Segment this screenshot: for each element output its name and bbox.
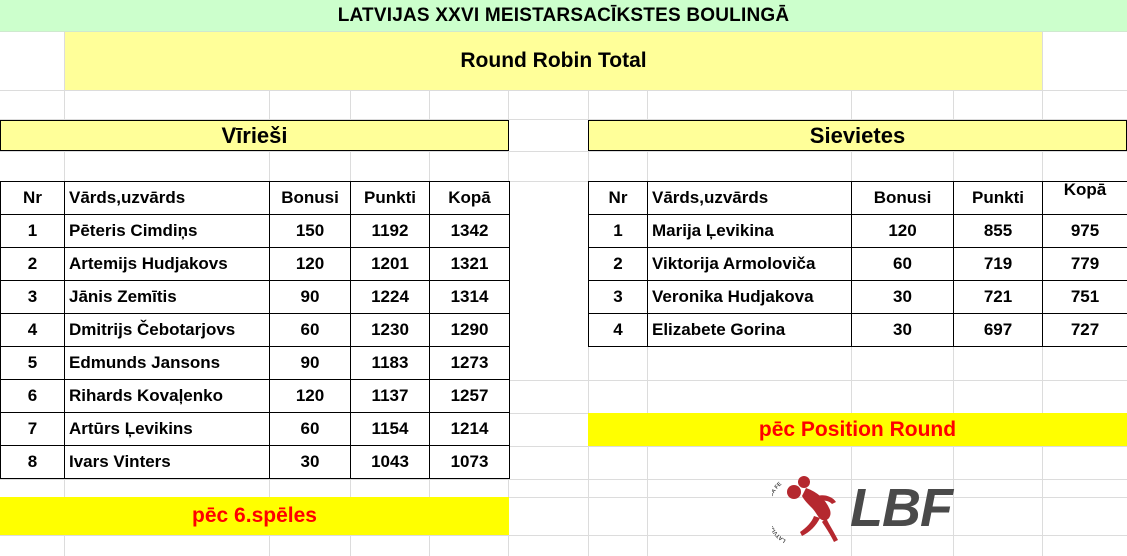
cell-name: Elizabete Gorina [648,314,852,347]
page-title: LATVIJAS XXVI MEISTARSACĪKSTES BOULINGĀ [0,0,1127,32]
cell-bonus: 60 [852,248,954,281]
cell-total: 1314 [430,281,510,314]
women-heading: Sievietes [588,120,1127,151]
cell-nr: 2 [1,248,65,281]
cell-points: 1183 [351,347,430,380]
cell-bonus: 90 [270,347,351,380]
cell-name: Ivars Vinters [65,446,270,479]
cell-total: 975 [1043,215,1127,248]
cell-total: 1257 [430,380,510,413]
cell-total: 779 [1043,248,1127,281]
cell-nr: 2 [589,248,648,281]
cell-total: 1321 [430,248,510,281]
cell-name: Pēteris Cimdiņs [65,215,270,248]
cell-name: Veronika Hudjakova [648,281,852,314]
cell-nr: 3 [1,281,65,314]
table-header-row [589,182,1127,215]
men-heading: Vīrieši [0,120,509,151]
women-note: pēc Position Round [588,413,1127,446]
cell-name: Rihards Kovaļenko [65,380,270,413]
cell-total: 751 [1043,281,1127,314]
col-header-nr: Nr [1,182,65,215]
cell-nr: 5 [1,347,65,380]
cell-name: Artūrs Ļevikins [65,413,270,446]
table-row [589,314,1127,347]
bowler-icon [772,470,852,546]
cell-name: Jānis Zemītis [65,281,270,314]
cell-name: Marija Ļevikina [648,215,852,248]
cell-name: Viktorija Armolovičа [648,248,852,281]
col-header-total: Kopā [430,182,510,215]
page-subtitle: Round Robin Total [65,32,1042,90]
table-row [589,248,1127,281]
cell-total: 1342 [430,215,510,248]
cell-points: 1154 [351,413,430,446]
table-row [589,281,1127,314]
cell-name: Edmunds Jansons [65,347,270,380]
logo-arc-text: LATVI FE [772,481,788,544]
cell-total: 1290 [430,314,510,347]
men-note: pēc 6.spēles [0,497,509,535]
cell-nr: 4 [589,314,648,347]
table-row [1,281,510,314]
cell-bonus: 30 [270,446,351,479]
col-header-bonus: Bonusi [270,182,351,215]
col-header-name: Vārds,uzvārds [65,182,270,215]
cell-nr: 3 [589,281,648,314]
col-header-points: Punkti [351,182,430,215]
cell-bonus: 30 [852,314,954,347]
cell-bonus: 30 [852,281,954,314]
table-row [1,380,510,413]
cell-points: 1230 [351,314,430,347]
table-row [1,413,510,446]
cell-bonus: 90 [270,281,351,314]
cell-nr: 1 [1,215,65,248]
cell-name: Dmitrijs Čebotarjovs [65,314,270,347]
cell-bonus: 120 [270,248,351,281]
table-row [1,446,510,479]
cell-bonus: 60 [270,413,351,446]
cell-points: 1201 [351,248,430,281]
cell-bonus: 150 [270,215,351,248]
cell-bonus: 60 [270,314,351,347]
table-row [1,314,510,347]
women-results-table [588,181,1127,347]
table-row [1,248,510,281]
cell-points: 721 [954,281,1043,314]
col-header-name: Vārds,uzvārds [648,182,852,215]
cell-points: 855 [954,215,1043,248]
cell-points: 1043 [351,446,430,479]
cell-total: 1214 [430,413,510,446]
lbf-logo [772,470,972,546]
table-row [1,215,510,248]
col-header-points: Punkti [954,182,1043,215]
cell-nr: 7 [1,413,65,446]
col-header-total: Kopā [1043,182,1127,215]
cell-nr: 6 [1,380,65,413]
cell-nr: 8 [1,446,65,479]
cell-nr: 1 [589,215,648,248]
cell-nr: 4 [1,314,65,347]
cell-points: 719 [954,248,1043,281]
table-header-row [1,182,510,215]
cell-total: 1273 [430,347,510,380]
cell-total: 1073 [430,446,510,479]
cell-name: Artemijs Hudjakovs [65,248,270,281]
cell-bonus: 120 [270,380,351,413]
cell-points: 1224 [351,281,430,314]
cell-points: 1137 [351,380,430,413]
col-header-nr: Nr [589,182,648,215]
cell-bonus: 120 [852,215,954,248]
cell-points: 697 [954,314,1043,347]
table-row [589,215,1127,248]
col-header-bonus: Bonusi [852,182,954,215]
svg-text:LATVIJAS BOULINGA FEDERĀCIJA [772,470,787,543]
logo-text: LBF [850,478,952,538]
cell-points: 1192 [351,215,430,248]
men-results-table [0,181,510,479]
table-row [1,347,510,380]
cell-total: 727 [1043,314,1127,347]
